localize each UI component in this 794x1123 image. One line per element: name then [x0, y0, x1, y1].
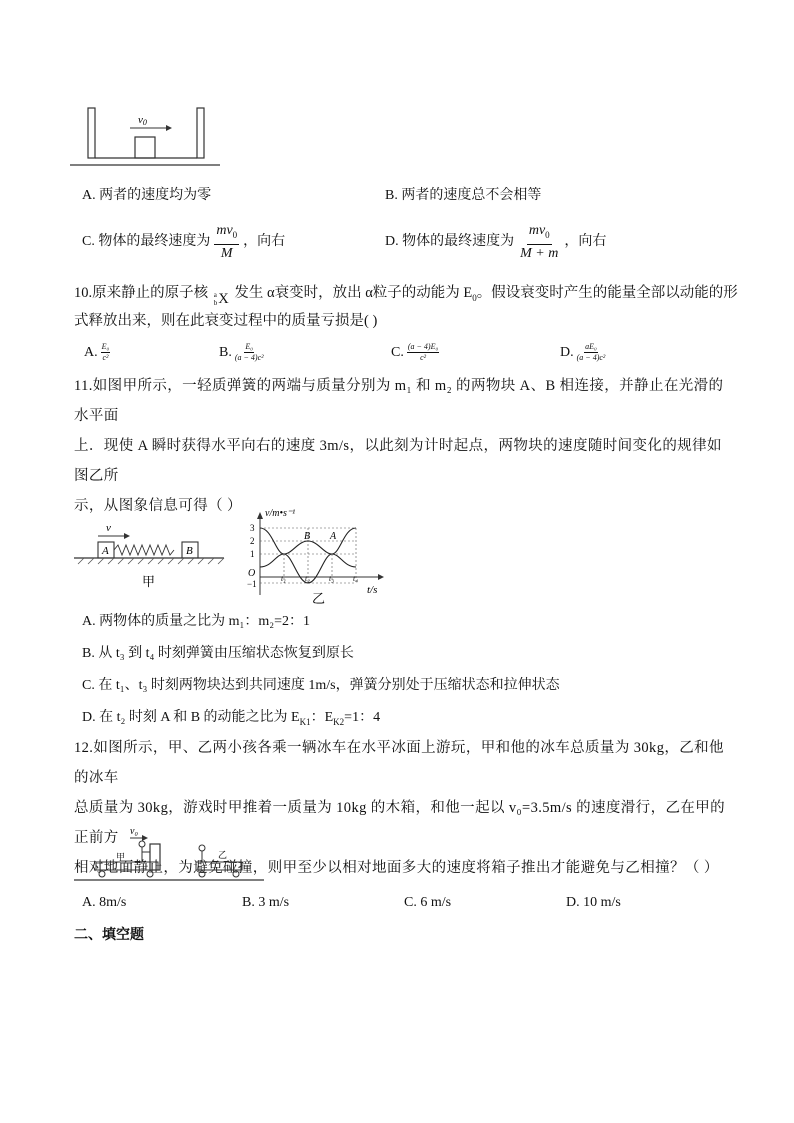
q11-option-b: B. 从 t₃ 到 t₄ 时刻弹簧由压缩状态恢复到原长 — [82, 646, 354, 661]
y-tick-1: 1 — [250, 549, 255, 559]
t2-label: t₂ — [305, 574, 311, 583]
y-tick-2: 2 — [250, 536, 255, 546]
q12-option-d: D. 10 m/s — [566, 895, 621, 910]
caption-jia: 甲 — [142, 574, 156, 589]
v0-label: v₀ — [130, 826, 138, 837]
svg-text:B: B — [186, 545, 193, 557]
q9-option-c: C. 物体的最终速度为 $\frac{mv_0}{M}$ ，向右 — [82, 223, 286, 261]
velocity-label: v — [106, 522, 111, 534]
q9-option-b: B. 两者的速度总不会相等 — [385, 188, 542, 203]
v0-label: v0 — [138, 114, 147, 127]
q10-stem-line2: 式释放出来，则在此衰变过程中的质量亏损是( ) — [74, 313, 378, 329]
child-jia-head — [139, 841, 145, 847]
q11-stem: 11.如图甲所示，一轻质弹簧的两端与质量分别为 m₁ 和 m₂ 的两物块 A、B 相连接，并静止在光滑的水平面 上．现使 A 瞬时获得水平向右的速度 3m/s，以此刻为计时起点，两物块的速度随时间变化的规律如图乙所 示，从图象信息可得（ ） — [74, 378, 724, 514]
q10-option-c: C. (a − 4)E₀ c² — [391, 342, 439, 362]
y-tick-3: 3 — [250, 523, 255, 533]
q12-stem: 12.如图所示，甲、乙两小孩各乘一辆冰车在水平冰面上游玩，甲和他的冰车总质量为 30kg，乙和他的冰车 总质量为 30kg，游戏时甲推着一质量为 10kg 的木箱，和他一起以 v₀=3.5m/s 的速度滑行，乙在甲的正前方 相对地面静止，为避免碰撞，则甲至少以相对地面多大的速度将箱子推出才能避免与乙相撞？（ ） — [74, 740, 726, 876]
q11-option-d: D. 在 t₂ 时刻 A 和 B 的动能之比为 $E_{K1}$：$E_{K2}=1$：4 — [82, 710, 381, 727]
q10-option-a: A. E₀ c² — [84, 342, 110, 362]
nuclide-symbol: a b X — [213, 291, 229, 307]
arrow-right-icon — [166, 125, 172, 131]
q11-figure-jia — [74, 518, 234, 593]
curve-b-label: B — [304, 531, 311, 542]
svg-text:A: A — [102, 545, 109, 557]
fraction-mv0-over-M: $\frac{mv_0}{M}$ — [216, 223, 238, 261]
q12-figure — [74, 822, 274, 886]
right-wall — [197, 108, 204, 158]
child-yi-head — [199, 845, 205, 851]
t1-label: t₁ — [281, 574, 287, 583]
y-tick-minus-1: −1 — [247, 579, 257, 589]
q11-figure-yi — [238, 505, 398, 605]
q10-stem-line1: 10.原来静止的原子核 a b X 发生 α衰变时，放出 α粒子的动能为 $E_0$。假设衰变时产生的能量全部以动能的形 — [74, 285, 738, 307]
q11-option-c: C. 在 t₁、t₃ 时刻两物块达到共同速度 1m/s，弹簧分别处于压缩状态和拉伸状态 — [82, 678, 560, 693]
q9-option-d: D. 物体的最终速度为 $\frac{mv_0}{M + m}$ ，向右 — [385, 223, 607, 261]
q10-option-b: B. E₀ (a − 4)c² — [219, 342, 264, 362]
curve-a-label: A — [330, 531, 337, 542]
q9-figure — [70, 102, 220, 174]
origin-label: O — [248, 568, 256, 579]
q9-option-a: A. 两者的速度均为零 — [82, 188, 212, 203]
t3-label: t₃ — [329, 574, 335, 583]
sled-yi — [196, 862, 242, 870]
q11-option-a: A. 两物体的质量之比为 m₁：m₂=2：1 — [82, 614, 311, 629]
label-jia: 甲 — [116, 852, 126, 862]
t4-label: t₄ — [353, 574, 359, 583]
q12-option-b: B. 3 m/s — [242, 895, 290, 910]
q12-option-c: C. 6 m/s — [404, 895, 452, 910]
left-wall — [88, 108, 95, 158]
fraction-mv0-over-M-plus-m: $\frac{mv_0}{M + m}$ — [520, 223, 559, 261]
arrow-right-icon — [124, 533, 130, 539]
y-axis-label: v/m•s⁻¹ — [265, 508, 296, 519]
x-axis-label: t/s — [367, 584, 378, 596]
arrow-up-icon — [257, 512, 263, 519]
arrow-right-icon — [142, 835, 148, 841]
q12-option-a: A. 8m/s — [82, 895, 127, 910]
small-block — [135, 137, 155, 158]
section-heading-fill-in: 二、填空题 — [74, 927, 144, 943]
caption-yi: 乙 — [312, 591, 326, 605]
q10-option-d: D. aE₀ (a − 4)c² — [560, 342, 606, 362]
spring — [114, 545, 174, 555]
sled-jia — [96, 862, 158, 870]
arrow-right-icon — [378, 574, 384, 580]
label-yi: 乙 — [218, 850, 228, 860]
